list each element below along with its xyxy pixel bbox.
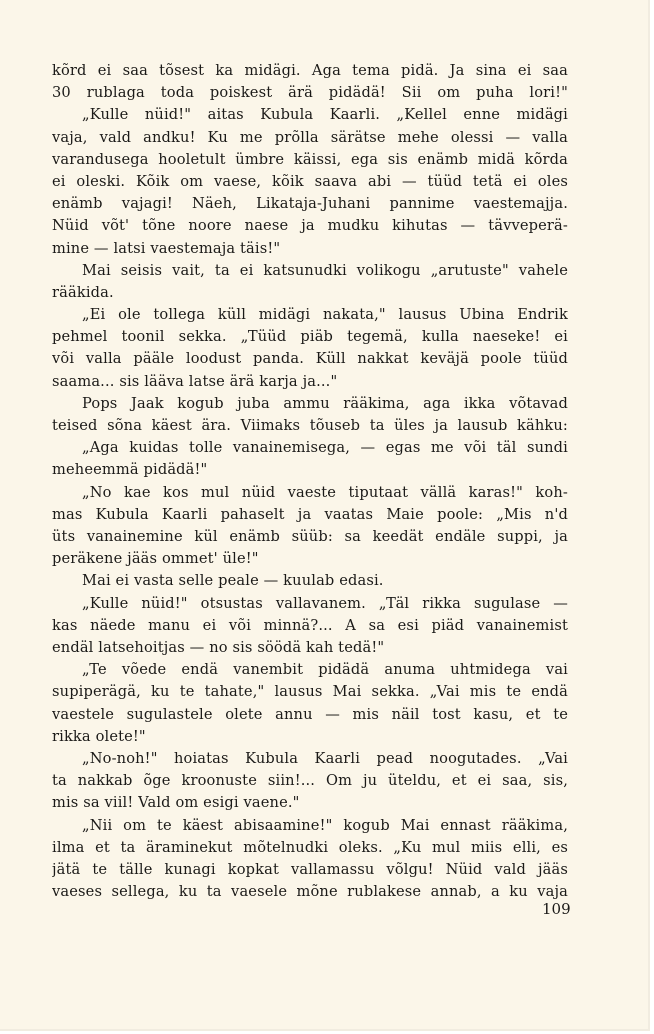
text-line: või valla pääle loodust panda. Küll nakkat keväjä poole tüüd bbox=[52, 350, 568, 368]
text-line: vaeses sellega, ku ta vaesele mõne rublakese annab, a ku vaja bbox=[52, 883, 568, 901]
text-line: „Nii om te käest abisaamine!" kogub Mai ennast rääkima, bbox=[82, 816, 568, 834]
text-line: „No kae kos mul nüid vaeste tiputaat vällä karas!" koh- bbox=[82, 483, 568, 501]
text-line: „Aga kuidas tolle vanainemisega, — egas me või täl sundi bbox=[82, 439, 568, 457]
text-line: rikka olete!" bbox=[52, 727, 146, 745]
text-line: Nüid võt' tõne noore naese ja mudku kihutas — tävveperä- bbox=[52, 217, 568, 235]
text-line: kõrd ei saa tõsest ka midägi. Aga tema pidä. Ja sina ei saa bbox=[52, 62, 568, 79]
text-line: mas Kubula Kaarli pahaselt ja vaatas Maie poole: „Mis n'd bbox=[52, 505, 568, 523]
text-line: rääkida. bbox=[52, 283, 114, 301]
text-line: „Ei ole tollega küll midägi nakata," lausus Ubina Endrik bbox=[82, 306, 568, 324]
text-line: pehmel toonil sekka. „Tüüd piäb tegemä, kulla naeseke! ei bbox=[52, 328, 568, 346]
text-line: supiperägä, ku te tahate," lausus Mai sekka. „Vai mis te endä bbox=[52, 683, 568, 701]
text-line: ta nakkab õge kroonuste siin!... Om ju üteldu, et ei saa, sis, bbox=[52, 772, 568, 790]
text-line: mine — latsi vaestemaja täis!" bbox=[52, 239, 281, 257]
text-line: saama... sis lääva latse ärä karja ja..." bbox=[52, 372, 338, 390]
text-line: Mai ei vasta selle peale — kuulab edasi. bbox=[82, 572, 384, 590]
text-line: ilma et ta äraminekut mõtelnudki oleks. „Ku mul miis elli, es bbox=[52, 838, 568, 856]
text-line: peräkene jääs ommet' üle!" bbox=[52, 550, 259, 568]
text-line: ei oleski. Kõik om vaese, kõik saava abi — tüüd tetä ei oles bbox=[52, 172, 568, 190]
text-line: endäl latsehoitjas — no sis söödä kah tedä!" bbox=[52, 638, 385, 656]
text-line: jätä te tälle kunagi kopkat vallamassu võlgu! Nüid vald jääs bbox=[52, 860, 568, 878]
body-text bbox=[52, 60, 568, 903]
text-line: „No-noh!" hoiatas Kubula Kaarli pead noogutades. „Vai bbox=[82, 749, 568, 767]
text-line: üts vanainemine kül enämb süüb: sa keedät endäle suppi, ja bbox=[52, 528, 568, 545]
text-line: „Kulle nüid!" aitas Kubula Kaarli. „Kellel enne midägi bbox=[82, 106, 568, 124]
text-line: „Kulle nüid!" otsustas vallavanem. „Täl rikka sugulase — bbox=[82, 594, 568, 612]
text-line: enämb vajagi! Näeh, Likataja-Juhani pannime vaestemajja. bbox=[52, 195, 568, 213]
text-line: vaestele sugulastele olete annu — mis näil tost kasu, et te bbox=[52, 705, 568, 723]
text-line: kas näede manu ei või minnä?... A sa esi piäd vanainemist bbox=[52, 616, 568, 634]
text-line: varandusega hooletult ümbre käissi, ega sis enämb midä kõrda bbox=[52, 150, 568, 168]
text-line: vaja, vald andku! Ku me prõlla särätse mehe olessi — valla bbox=[52, 128, 568, 146]
page-number: 109 bbox=[542, 900, 571, 918]
text-line: Pops Jaak kogub juba ammu rääkima, aga ikka võtavad bbox=[82, 394, 568, 412]
text-line: teised sõna käest ära. Viimaks tõuseb ta üles ja lausub kähku: bbox=[52, 417, 568, 435]
text-line: Mai seisis vait, ta ei katsunudki volikogu „arutuste" vahele bbox=[82, 261, 568, 279]
text-line: meheemmä pidädä!" bbox=[52, 461, 208, 479]
text-line: mis sa viil! Vald om esigi vaene." bbox=[52, 794, 300, 812]
text-line: 30 rublaga toda poiskest ärä pidädä! Sii om puha lori!" bbox=[52, 84, 568, 102]
text-line: „Te võede endä vanembit pidädä anuma uhtmidega vai bbox=[82, 661, 568, 679]
